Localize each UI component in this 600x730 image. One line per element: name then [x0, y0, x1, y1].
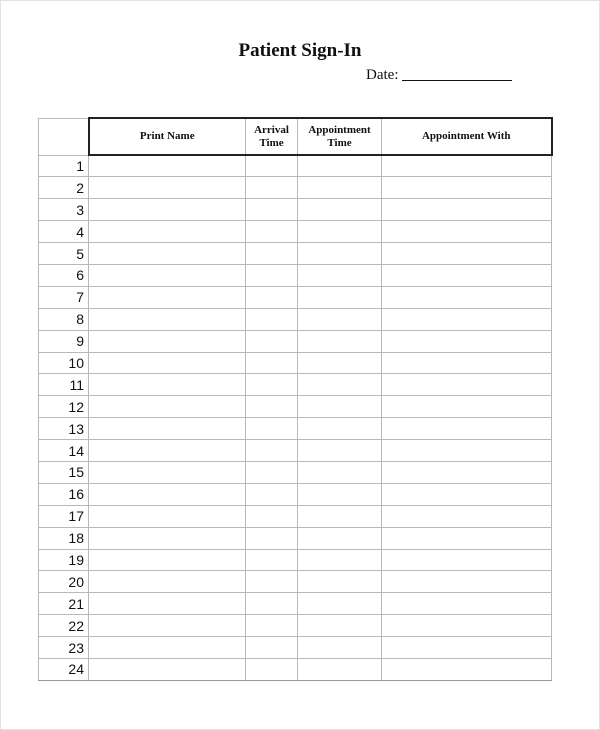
row-number: 24 — [39, 658, 89, 680]
print-name-cell[interactable] — [89, 615, 246, 637]
print-name-cell[interactable] — [89, 286, 246, 308]
table-row — [39, 461, 552, 483]
table-row — [39, 177, 552, 199]
appointment-with-cell[interactable] — [382, 199, 552, 221]
appointment-time-cell[interactable] — [298, 461, 382, 483]
appointment-with-cell[interactable] — [382, 396, 552, 418]
appointment-time-cell[interactable] — [298, 549, 382, 571]
arrival-time-cell[interactable] — [246, 396, 298, 418]
appointment-time-cell[interactable] — [298, 440, 382, 462]
print-name-cell[interactable] — [89, 374, 246, 396]
table-row — [39, 286, 552, 308]
row-number: 6 — [39, 264, 89, 286]
row-number: 14 — [39, 440, 89, 462]
row-number: 17 — [39, 505, 89, 527]
arrival-time-cell[interactable] — [246, 352, 298, 374]
row-number: 18 — [39, 527, 89, 549]
arrival-time-cell[interactable] — [246, 527, 298, 549]
arrival-time-cell[interactable] — [246, 483, 298, 505]
table-row — [39, 637, 552, 659]
table-row — [39, 221, 552, 243]
table-row — [39, 593, 552, 615]
arrival-time-cell[interactable] — [246, 264, 298, 286]
appointment-with-cell[interactable] — [382, 483, 552, 505]
arrival-time-cell[interactable] — [246, 374, 298, 396]
arrival-time-cell[interactable] — [246, 615, 298, 637]
appointment-time-cell[interactable] — [298, 330, 382, 352]
arrival-time-cell[interactable] — [246, 505, 298, 527]
arrival-time-header-line2: Time — [259, 136, 284, 149]
row-number: 15 — [39, 461, 89, 483]
print-name-cell[interactable] — [89, 440, 246, 462]
date-label: Date: — [366, 67, 399, 83]
row-number: 11 — [39, 374, 89, 396]
appointment-with-header — [382, 118, 552, 155]
arrival-time-cell[interactable] — [246, 177, 298, 199]
appointment-time-cell[interactable] — [298, 483, 382, 505]
appointment-time-cell[interactable] — [298, 352, 382, 374]
appointment-with-cell[interactable] — [382, 418, 552, 440]
arrival-time-cell[interactable] — [246, 461, 298, 483]
print-name-cell[interactable] — [89, 308, 246, 330]
print-name-cell[interactable] — [89, 177, 246, 199]
appointment-time-cell[interactable] — [298, 593, 382, 615]
print-name-cell[interactable] — [89, 461, 246, 483]
table-row — [39, 352, 552, 374]
appointment-with-cell[interactable] — [382, 177, 552, 199]
print-name-cell[interactable] — [89, 549, 246, 571]
appointment-time-cell[interactable] — [298, 527, 382, 549]
row-number: 20 — [39, 571, 89, 593]
row-number: 13 — [39, 418, 89, 440]
print-name-cell[interactable] — [89, 221, 246, 243]
print-name-cell[interactable] — [89, 571, 246, 593]
print-name-cell[interactable] — [89, 330, 246, 352]
print-name-cell[interactable] — [89, 396, 246, 418]
table-body — [39, 155, 552, 680]
row-number: 4 — [39, 221, 89, 243]
row-number: 8 — [39, 308, 89, 330]
arrival-time-cell[interactable] — [246, 440, 298, 462]
appointment-time-cell[interactable] — [298, 615, 382, 637]
table-row — [39, 549, 552, 571]
appointment-time-header-line1: Appointment — [308, 123, 371, 136]
row-number: 1 — [39, 155, 89, 177]
arrival-time-cell[interactable] — [246, 418, 298, 440]
appointment-with-cell[interactable] — [382, 549, 552, 571]
appointment-time-cell[interactable] — [298, 221, 382, 243]
page-title: Patient Sign-In — [238, 40, 362, 61]
sign-in-table — [38, 117, 553, 681]
date-blank-line[interactable] — [402, 66, 512, 81]
arrival-time-cell[interactable] — [246, 549, 298, 571]
row-number: 12 — [39, 396, 89, 418]
header-row — [39, 118, 552, 155]
appointment-time-cell[interactable] — [298, 396, 382, 418]
appointment-time-cell[interactable] — [298, 177, 382, 199]
table-row — [39, 440, 552, 462]
appointment-time-cell[interactable] — [298, 658, 382, 680]
arrival-time-cell[interactable] — [246, 658, 298, 680]
arrival-time-header-line1: Arrival — [254, 123, 289, 136]
appointment-time-cell[interactable] — [298, 308, 382, 330]
table-row — [39, 615, 552, 637]
row-number: 23 — [39, 637, 89, 659]
print-name-cell[interactable] — [89, 593, 246, 615]
print-name-cell[interactable] — [89, 637, 246, 659]
table-row — [39, 199, 552, 221]
table-row — [39, 155, 552, 177]
arrival-time-cell[interactable] — [246, 155, 298, 177]
appointment-time-cell[interactable] — [298, 374, 382, 396]
appointment-with-cell[interactable] — [382, 571, 552, 593]
print-name-cell[interactable] — [89, 483, 246, 505]
appointment-with-cell[interactable] — [382, 440, 552, 462]
table-row — [39, 658, 552, 680]
row-number: 5 — [39, 243, 89, 265]
arrival-time-cell[interactable] — [246, 286, 298, 308]
appointment-with-cell[interactable] — [382, 352, 552, 374]
table-row — [39, 483, 552, 505]
appointment-with-cell[interactable] — [382, 221, 552, 243]
appointment-with-cell[interactable] — [382, 155, 552, 177]
table-row — [39, 243, 552, 265]
appointment-time-cell[interactable] — [298, 264, 382, 286]
appointment-time-cell[interactable] — [298, 637, 382, 659]
appointment-with-cell[interactable] — [382, 637, 552, 659]
appointment-with-cell[interactable] — [382, 374, 552, 396]
appointment-with-cell[interactable] — [382, 264, 552, 286]
print-name-cell[interactable] — [89, 155, 246, 177]
appointment-with-header-label: Appointment With — [421, 130, 511, 142]
row-number: 16 — [39, 483, 89, 505]
print-name-cell[interactable] — [89, 658, 246, 680]
appointment-time-cell[interactable] — [298, 243, 382, 265]
appointment-time-cell[interactable] — [298, 571, 382, 593]
row-number: 10 — [39, 352, 89, 374]
arrival-time-cell[interactable] — [246, 571, 298, 593]
arrival-time-cell[interactable] — [246, 199, 298, 221]
appointment-with-cell[interactable] — [382, 286, 552, 308]
appointment-time-cell[interactable] — [298, 418, 382, 440]
print-name-cell[interactable] — [89, 527, 246, 549]
appointment-with-cell[interactable] — [382, 593, 552, 615]
row-number: 19 — [39, 549, 89, 571]
arrival-time-cell[interactable] — [246, 243, 298, 265]
appointment-time-cell[interactable] — [298, 505, 382, 527]
print-name-header-label: Print Name — [139, 130, 195, 142]
appointment-with-cell[interactable] — [382, 505, 552, 527]
table-row — [39, 527, 552, 549]
row-number-header — [39, 118, 89, 155]
appointment-with-cell[interactable] — [382, 615, 552, 637]
print-name-cell[interactable] — [89, 505, 246, 527]
table-row — [39, 330, 552, 352]
appointment-with-cell[interactable] — [382, 308, 552, 330]
table-row — [39, 505, 552, 527]
row-number: 7 — [39, 286, 89, 308]
arrival-time-cell[interactable] — [246, 308, 298, 330]
row-number: 3 — [39, 199, 89, 221]
arrival-time-cell[interactable] — [246, 593, 298, 615]
arrival-time-cell[interactable] — [246, 330, 298, 352]
table-row — [39, 264, 552, 286]
print-name-cell[interactable] — [89, 352, 246, 374]
table-row — [39, 418, 552, 440]
appointment-time-header-line2: Time — [327, 136, 352, 149]
appointment-time-header — [298, 118, 382, 155]
print-name-cell[interactable] — [89, 264, 246, 286]
appointment-with-cell[interactable] — [382, 658, 552, 680]
appointment-with-cell[interactable] — [382, 461, 552, 483]
print-name-header — [89, 118, 246, 155]
appointment-time-cell[interactable] — [298, 199, 382, 221]
appointment-with-cell[interactable] — [382, 527, 552, 549]
print-name-cell[interactable] — [89, 243, 246, 265]
print-name-cell[interactable] — [89, 418, 246, 440]
arrival-time-cell[interactable] — [246, 221, 298, 243]
table-row — [39, 308, 552, 330]
table-row — [39, 374, 552, 396]
date-field — [366, 66, 512, 84]
appointment-time-cell[interactable] — [298, 155, 382, 177]
row-number: 2 — [39, 177, 89, 199]
arrival-time-header — [246, 118, 298, 155]
row-number: 21 — [39, 593, 89, 615]
print-name-cell[interactable] — [89, 199, 246, 221]
appointment-with-cell[interactable] — [382, 330, 552, 352]
row-number: 22 — [39, 615, 89, 637]
arrival-time-cell[interactable] — [246, 637, 298, 659]
appointment-time-cell[interactable] — [298, 286, 382, 308]
appointment-with-cell[interactable] — [382, 243, 552, 265]
row-number: 9 — [39, 330, 89, 352]
table-row — [39, 571, 552, 593]
table-row — [39, 396, 552, 418]
